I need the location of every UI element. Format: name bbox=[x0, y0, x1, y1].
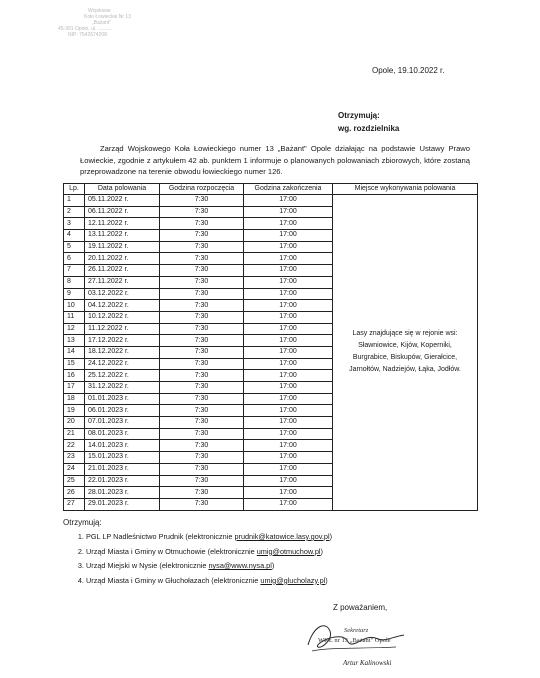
recipient-item bbox=[86, 530, 332, 545]
table-header-row bbox=[64, 184, 478, 195]
row-lp: 10 bbox=[64, 300, 85, 312]
recipients-list bbox=[66, 530, 332, 588]
stamp-line: Wojskowe bbox=[88, 8, 111, 14]
row-date: 24.12.2022 r. bbox=[85, 358, 160, 370]
recipient-close-paren: ) bbox=[271, 561, 275, 571]
row-date: 31.12.2022 r. bbox=[85, 382, 160, 394]
row-start-time: 7:30 bbox=[160, 265, 244, 277]
row-lp: 13 bbox=[64, 335, 85, 347]
row-end-time: 17:00 bbox=[244, 382, 333, 394]
row-start-time: 7:30 bbox=[160, 440, 244, 452]
row-end-time: 17:00 bbox=[244, 276, 333, 288]
row-lp: 12 bbox=[64, 323, 85, 335]
row-lp: 27 bbox=[64, 498, 85, 510]
recipient-close-paren: ) bbox=[329, 532, 333, 541]
row-date: 17.12.2022 r. bbox=[85, 335, 160, 347]
header-end-time: Godzina zakończenia bbox=[244, 184, 333, 195]
row-date: 04.12.2022 r. bbox=[85, 300, 160, 312]
row-start-time: 7:30 bbox=[160, 428, 244, 440]
row-end-time: 17:00 bbox=[244, 335, 333, 347]
row-end-time: 17:00 bbox=[244, 346, 333, 358]
row-lp: 5 bbox=[64, 241, 85, 253]
row-lp: 11 bbox=[64, 311, 85, 323]
stamp-line: NIP: 7542674208 bbox=[68, 32, 107, 38]
recipient-close-paren: ) bbox=[320, 546, 323, 556]
row-lp: 17 bbox=[64, 382, 85, 394]
row-date: 15.01.2023 r. bbox=[85, 452, 160, 464]
recipient-email-link[interactable]: nysa@www.nysa.pl bbox=[208, 561, 272, 571]
row-start-time: 7:30 bbox=[160, 382, 244, 394]
row-start-time: 7:30 bbox=[160, 335, 244, 347]
row-date: 05.11.2022 r. bbox=[85, 195, 160, 207]
row-end-time: 17:00 bbox=[244, 218, 333, 230]
row-date: 01.01.2023 r. bbox=[85, 393, 160, 405]
row-date: 21.01.2023 r. bbox=[85, 463, 160, 475]
stamp-line: 45-301 Opole, ul. .......... bbox=[58, 26, 112, 32]
row-lp: 19 bbox=[64, 405, 85, 417]
row-end-time: 17:00 bbox=[244, 452, 333, 464]
row-lp: 15 bbox=[64, 358, 85, 370]
recipient-name: Urząd Miasta i Gminy w Głuchołazach (elektronicznie bbox=[86, 575, 261, 585]
stamp-line: „Bażant" bbox=[92, 20, 112, 26]
row-end-time: 17:00 bbox=[244, 475, 333, 487]
row-lp: 24 bbox=[64, 463, 85, 475]
row-end-time: 17:00 bbox=[244, 241, 333, 253]
row-lp: 3 bbox=[64, 218, 85, 230]
row-start-time: 7:30 bbox=[160, 463, 244, 475]
hunting-schedule-table bbox=[63, 183, 478, 511]
row-start-time: 7:30 bbox=[160, 346, 244, 358]
recipient-name: PGL LP Nadleśnictwo Prudnik (elektronicznie bbox=[86, 532, 235, 541]
row-date: 03.12.2022 r. bbox=[85, 288, 160, 300]
row-lp: 25 bbox=[64, 475, 85, 487]
recipient-email-link[interactable]: prudnik@katowice.lasy.gov.pl bbox=[234, 532, 330, 541]
row-start-time: 7:30 bbox=[160, 487, 244, 499]
row-end-time: 17:00 bbox=[244, 428, 333, 440]
row-date: 27.11.2022 r. bbox=[85, 276, 160, 288]
row-end-time: 17:00 bbox=[244, 195, 333, 207]
recipient-close-paren: ) bbox=[325, 575, 328, 585]
row-end-time: 17:00 bbox=[244, 230, 333, 242]
row-date: 10.12.2022 r. bbox=[85, 311, 160, 323]
row-end-time: 17:00 bbox=[244, 370, 333, 382]
row-end-time: 17:00 bbox=[244, 288, 333, 300]
row-start-time: 7:30 bbox=[160, 311, 244, 323]
row-lp: 14 bbox=[64, 346, 85, 358]
row-start-time: 7:30 bbox=[160, 323, 244, 335]
row-end-time: 17:00 bbox=[244, 487, 333, 499]
row-date: 19.11.2022 r. bbox=[85, 241, 160, 253]
row-start-time: 7:30 bbox=[160, 475, 244, 487]
row-end-time: 17:00 bbox=[244, 440, 333, 452]
header-date: Data polowania bbox=[85, 184, 160, 195]
stamp-line: Koło Łowieckie Nr 13 bbox=[84, 14, 131, 20]
row-date: 29.01.2023 r. bbox=[85, 498, 160, 510]
row-start-time: 7:30 bbox=[160, 253, 244, 265]
row-end-time: 17:00 bbox=[244, 253, 333, 265]
row-end-time: 17:00 bbox=[244, 405, 333, 417]
row-lp: 6 bbox=[64, 253, 85, 265]
row-date: 28.01.2023 r. bbox=[85, 487, 160, 499]
row-end-time: 17:00 bbox=[244, 498, 333, 510]
row-end-time: 17:00 bbox=[244, 393, 333, 405]
closing-regards: Z poważaniem, bbox=[333, 603, 388, 612]
row-start-time: 7:30 bbox=[160, 276, 244, 288]
row-lp: 1 bbox=[64, 195, 85, 207]
row-start-time: 7:30 bbox=[160, 300, 244, 312]
row-end-time: 17:00 bbox=[244, 323, 333, 335]
signature-stamp-role: Sekretarz bbox=[344, 627, 369, 634]
row-date: 07.01.2023 r. bbox=[85, 417, 160, 429]
row-end-time: 17:00 bbox=[244, 417, 333, 429]
row-lp: 20 bbox=[64, 417, 85, 429]
intro-paragraph: Zarząd Wojskowego Koła Łowieckiego numer 13 „Bażant" Opole działając na podstawie Ustawy Prawo Łowieckie, zgodnie z artykułem 42 ab. punktem 1 informuje o planowanych polowaniach zbiorowych, które zostaną przeprowadzone na terenie obwodu łowieckiego numer 126. bbox=[80, 144, 470, 176]
row-start-time: 7:30 bbox=[160, 393, 244, 405]
row-start-time: 7:30 bbox=[160, 288, 244, 300]
row-lp: 7 bbox=[64, 265, 85, 277]
row-start-time: 7:30 bbox=[160, 206, 244, 218]
row-start-time: 7:30 bbox=[160, 230, 244, 242]
row-lp: 16 bbox=[64, 370, 85, 382]
row-lp: 9 bbox=[64, 288, 85, 300]
recipients-subtitle: wg. rozdzielnika bbox=[338, 124, 400, 133]
row-lp: 4 bbox=[64, 230, 85, 242]
row-date: 06.01.2023 r. bbox=[85, 405, 160, 417]
row-start-time: 7:30 bbox=[160, 195, 244, 207]
faded-header-stamp bbox=[58, 8, 178, 38]
row-start-time: 7:30 bbox=[160, 370, 244, 382]
header-start-time: Godzina rozpoczęcia bbox=[160, 184, 244, 195]
row-end-time: 17:00 bbox=[244, 206, 333, 218]
row-date: 18.12.2022 r. bbox=[85, 346, 160, 358]
row-date: 14.01.2023 r. bbox=[85, 440, 160, 452]
recipients-title: Otrzymują: bbox=[338, 111, 380, 120]
header-place: Miejsce wykonywania polowania bbox=[333, 184, 478, 195]
row-date: 12.11.2022 r. bbox=[85, 218, 160, 230]
recipient-name: Urząd Miejski w Nysie (elektronicznie bbox=[86, 561, 209, 571]
recipient-item bbox=[86, 545, 332, 560]
row-date: 08.01.2023 r. bbox=[85, 428, 160, 440]
row-date: 20.11.2022 r. bbox=[85, 253, 160, 265]
row-lp: 26 bbox=[64, 487, 85, 499]
recipient-email-link[interactable]: umig@otmuchow.pl bbox=[256, 546, 321, 556]
table-row bbox=[64, 195, 478, 207]
row-end-time: 17:00 bbox=[244, 311, 333, 323]
recipient-item bbox=[86, 574, 332, 589]
row-lp: 18 bbox=[64, 393, 85, 405]
row-start-time: 7:30 bbox=[160, 498, 244, 510]
recipient-email-link[interactable]: umig@glucholazy.pl bbox=[260, 575, 326, 585]
signature-name: Artur Kalinowski bbox=[343, 659, 392, 667]
header-lp: Lp. bbox=[64, 184, 85, 195]
row-lp: 8 bbox=[64, 276, 85, 288]
table-body bbox=[64, 195, 478, 511]
row-date: 06.11.2022 r. bbox=[85, 206, 160, 218]
recipient-name: Urząd Miasta i Gminy w Otmuchowie (elektronicznie bbox=[86, 546, 257, 556]
row-end-time: 17:00 bbox=[244, 300, 333, 312]
recipients-list-label: Otrzymują: bbox=[63, 518, 102, 527]
row-start-time: 7:30 bbox=[160, 405, 244, 417]
row-start-time: 7:30 bbox=[160, 452, 244, 464]
document-date: Opole, 19.10.2022 r. bbox=[372, 66, 445, 75]
row-date: 22.01.2023 r. bbox=[85, 475, 160, 487]
row-start-time: 7:30 bbox=[160, 358, 244, 370]
hunting-place-cell: Lasy znajdujące się w rejonie wsi: Sławniowice, Kijów, Koperniki, Burgrabice, Biskupów, Gierałcice, Jarnołtów, Nadziejów, Łąka, Jodłów. bbox=[333, 195, 478, 511]
row-lp: 23 bbox=[64, 452, 85, 464]
row-start-time: 7:30 bbox=[160, 417, 244, 429]
row-start-time: 7:30 bbox=[160, 218, 244, 230]
row-lp: 2 bbox=[64, 206, 85, 218]
recipient-item bbox=[86, 559, 332, 574]
signature-stamp-org: WKŁ nr 13 „Bażant" Opole bbox=[318, 637, 391, 644]
row-date: 26.11.2022 r. bbox=[85, 265, 160, 277]
row-date: 11.12.2022 r. bbox=[85, 323, 160, 335]
row-date: 25.12.2022 r. bbox=[85, 370, 160, 382]
row-start-time: 7:30 bbox=[160, 241, 244, 253]
row-date: 13.11.2022 r. bbox=[85, 230, 160, 242]
row-end-time: 17:00 bbox=[244, 358, 333, 370]
row-lp: 21 bbox=[64, 428, 85, 440]
row-end-time: 17:00 bbox=[244, 265, 333, 277]
row-end-time: 17:00 bbox=[244, 463, 333, 475]
row-lp: 22 bbox=[64, 440, 85, 452]
